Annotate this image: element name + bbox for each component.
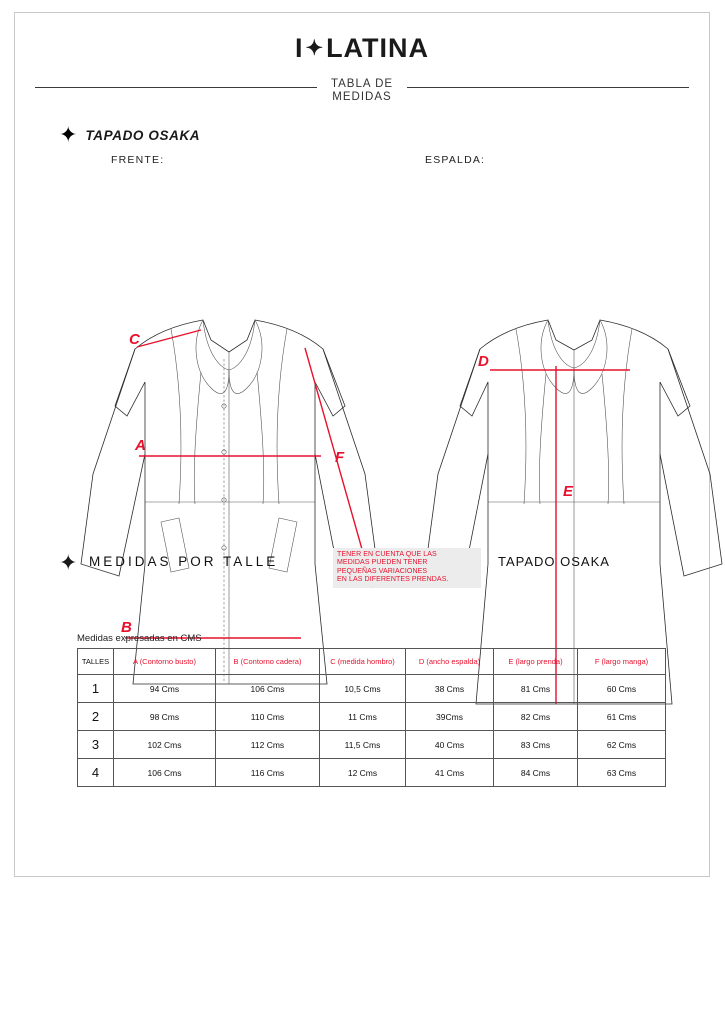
cell-a: 98 Cms (114, 703, 216, 731)
measurement-sheet (14, 12, 710, 877)
cell-d: 41 Cms (406, 759, 494, 787)
column-header-c: C (medida hombro) (320, 649, 406, 675)
product-title-row (59, 122, 709, 147)
cell-size: 1 (78, 675, 114, 703)
cell-b: 110 Cms (216, 703, 320, 731)
units-label: Medidas expresadas en CMS (77, 633, 202, 644)
column-header-e: E (largo prenda) (494, 649, 578, 675)
sizes-heading-row (15, 548, 709, 600)
marker-d: D (478, 353, 489, 370)
note-line-4: EN LAS DIFERENTES PRENDAS. (337, 576, 449, 584)
brand-title (15, 33, 709, 64)
cell-b: 106 Cms (216, 675, 320, 703)
cell-b: 112 Cms (216, 731, 320, 759)
cell-a: 102 Cms (114, 731, 216, 759)
cell-c: 11 Cms (320, 703, 406, 731)
cell-a: 94 Cms (114, 675, 216, 703)
cell-e: 83 Cms (494, 731, 578, 759)
star-icon: ✦ (305, 37, 325, 60)
cell-d: 40 Cms (406, 731, 494, 759)
cell-c: 10,5 Cms (320, 675, 406, 703)
front-view-label: FRENTE: (111, 154, 165, 166)
marker-a: A (135, 437, 146, 454)
subtitle-row (15, 78, 709, 112)
marker-c-front: C (129, 331, 140, 348)
variation-note (333, 548, 481, 588)
measurements-table-wrap (77, 633, 667, 787)
cell-size: 2 (78, 703, 114, 731)
note-line-1: TENER EN CUENTA QUE LAS (337, 551, 437, 558)
table-row (78, 703, 666, 731)
cell-c: 12 Cms (320, 759, 406, 787)
measurements-table (77, 648, 666, 787)
note-line-2: MEDIDAS PUEDEN TENER (337, 559, 428, 567)
column-header-f: F (largo manga) (578, 649, 666, 675)
cell-d: 38 Cms (406, 675, 494, 703)
brand-name-left: I (294, 33, 304, 63)
back-coat-drawing (15, 144, 709, 544)
column-header-b: B (Contorno cadera) (216, 649, 320, 675)
star-icon: ✦ (59, 122, 78, 147)
cell-e: 84 Cms (494, 759, 578, 787)
cell-e: 81 Cms (494, 675, 578, 703)
subtitle (15, 78, 709, 104)
column-header-a: A (Contorno busto) (114, 649, 216, 675)
cell-e: 82 Cms (494, 703, 578, 731)
marker-e: E (563, 483, 574, 500)
marker-b: B (121, 619, 132, 636)
column-header-talles: TALLES (78, 649, 114, 675)
cell-f: 63 Cms (578, 759, 666, 787)
cell-f: 60 Cms (578, 675, 666, 703)
table-row (78, 731, 666, 759)
subtitle-line-1: TABLA DE (330, 78, 394, 90)
cell-f: 62 Cms (578, 731, 666, 759)
cell-b: 116 Cms (216, 759, 320, 787)
cell-c: 11,5 Cms (320, 731, 406, 759)
cell-a: 106 Cms (114, 759, 216, 787)
star-icon: ✦ (59, 550, 78, 575)
brand-name-right: LATINA (326, 33, 430, 63)
subtitle-line-2: MEDIDAS (332, 91, 392, 103)
table-header-row (78, 649, 666, 675)
back-view-label: ESPALDA: (425, 154, 486, 166)
sizes-heading: MEDIDAS POR TALLE (89, 554, 279, 569)
note-line-3: PEQUEÑAS VARIACIONES (337, 567, 428, 575)
cell-f: 61 Cms (578, 703, 666, 731)
table-row (78, 759, 666, 787)
cell-d: 39Cms (406, 703, 494, 731)
cell-size: 4 (78, 759, 114, 787)
sizes-product-name: TAPADO OSAKA (498, 554, 610, 569)
cell-size: 3 (78, 731, 114, 759)
table-row (78, 675, 666, 703)
product-title: TAPADO OSAKA (85, 127, 201, 143)
marker-f: F (335, 449, 345, 466)
column-header-d: D (ancho espalda) (406, 649, 494, 675)
